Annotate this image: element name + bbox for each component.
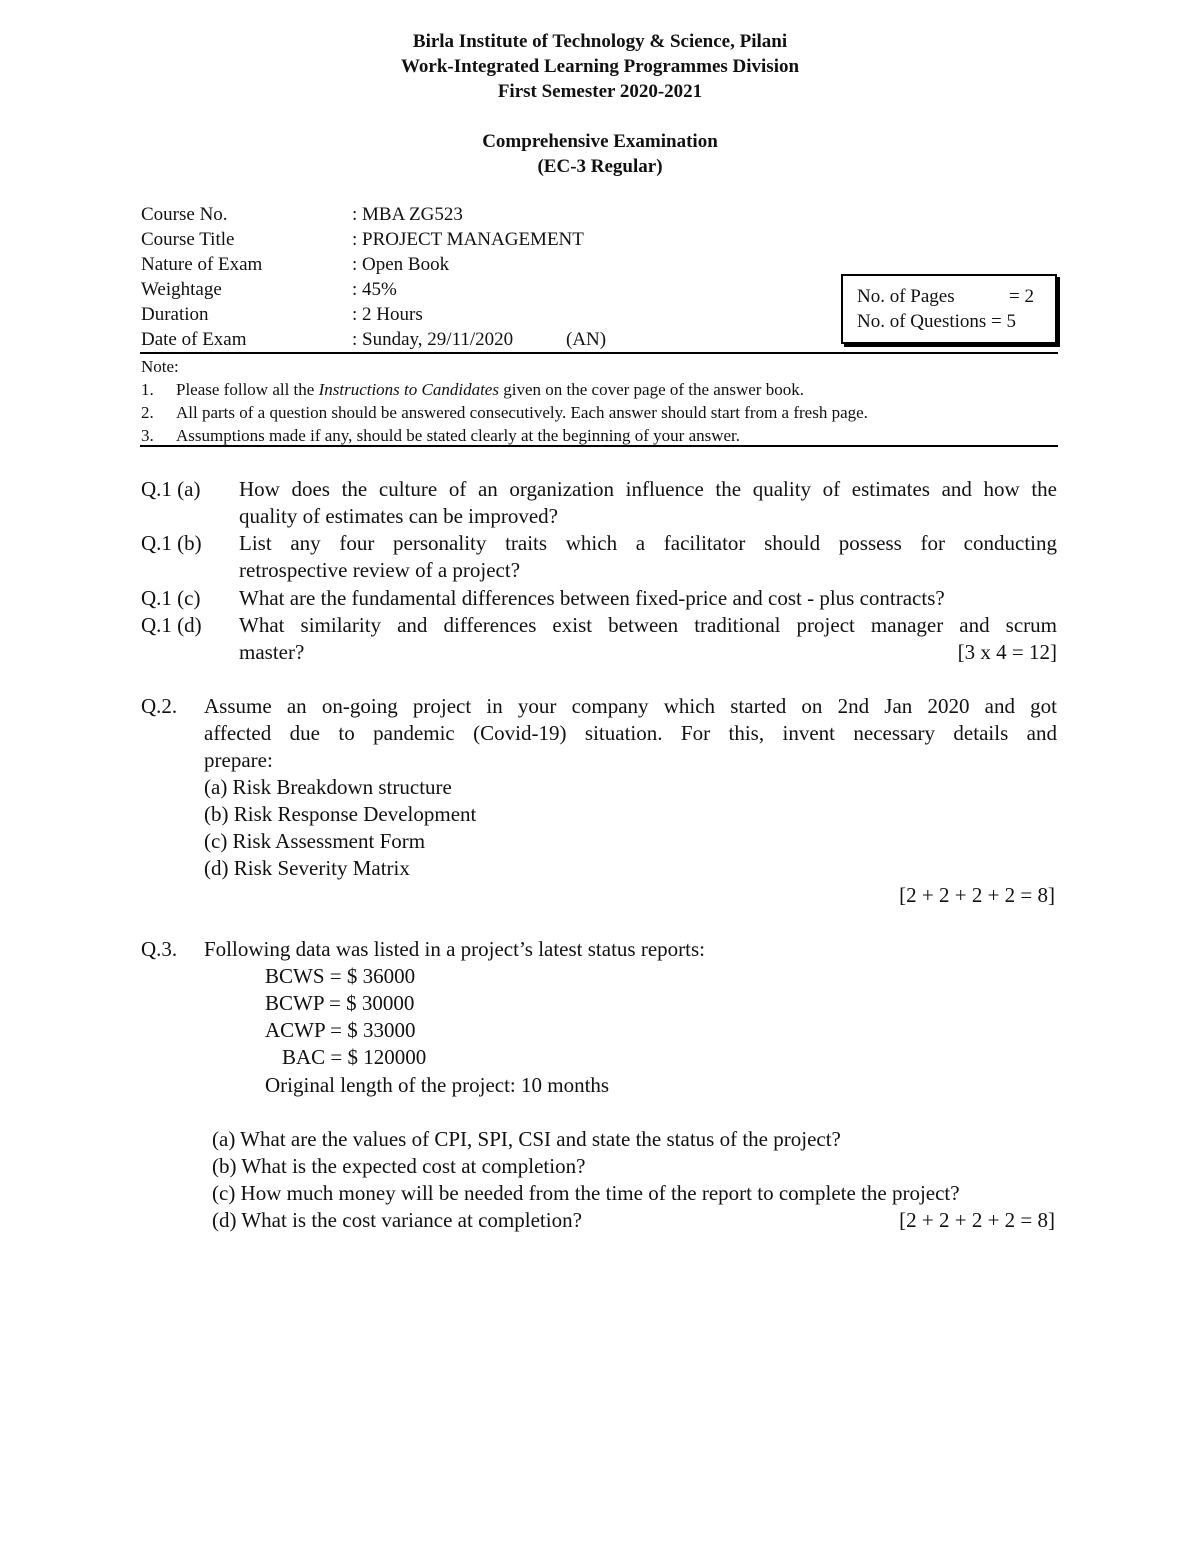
- q1d-text-line1: What similarity and differences exist between traditional project manager and scrum: [239, 613, 1057, 637]
- course-title-label: Course Title: [141, 229, 235, 250]
- q2-label: Q.2.: [141, 694, 178, 718]
- institute-name: Birla Institute of Technology & Science, Pilani: [412, 31, 788, 52]
- divider-top: [140, 352, 1058, 354]
- note-title: Note:: [141, 357, 179, 376]
- q3-item-a: (a) What are the values of CPI, SPI, CSI and state the status of the project?: [212, 1127, 841, 1151]
- q1-marks: [3 x 4 = 12]: [957, 640, 1057, 664]
- q1b-label: Q.1 (b): [141, 531, 202, 555]
- course-no-label: Course No.: [141, 204, 228, 225]
- q2-item-d: (d) Risk Severity Matrix: [204, 856, 410, 880]
- q1d-label: Q.1 (d): [141, 613, 202, 637]
- q3-item-c: (c) How much money will be needed from the time of the report to complete the project?: [212, 1181, 960, 1205]
- note-1: Please follow all the Instructions to Candidates given on the cover page of the answer book.: [176, 380, 804, 399]
- exam-title: Comprehensive Examination: [482, 131, 718, 152]
- weightage-label: Weightage: [141, 279, 222, 300]
- q3-data-bac: BAC = $ 120000: [282, 1045, 427, 1069]
- note-1-number: 1.: [141, 380, 154, 399]
- q2-marks: [2 + 2 + 2 + 2 = 8]: [899, 883, 1055, 907]
- q2-item-a: (a) Risk Breakdown structure: [204, 775, 452, 799]
- weightage-value: : 45%: [352, 279, 397, 300]
- questions-count: No. of Questions = 5: [857, 311, 1017, 332]
- q1b-text-line2: retrospective review of a project?: [239, 558, 521, 582]
- date-of-exam-value: : Sunday, 29/11/2020: [352, 329, 514, 350]
- q1c-label: Q.1 (c): [141, 586, 201, 610]
- semester: First Semester 2020-2021: [497, 81, 703, 102]
- q2-text-line2: affected due to pandemic (Covid-19) situation. For this, invent necessary details and: [204, 721, 1057, 745]
- duration-label: Duration: [141, 304, 209, 325]
- q1a-label: Q.1 (a): [141, 477, 201, 501]
- nature-of-exam-label: Nature of Exam: [141, 254, 263, 275]
- exam-type: (EC-3 Regular): [537, 156, 663, 177]
- division-name: Work-Integrated Learning Programmes Division: [400, 56, 800, 77]
- q1d-text-line2: master?: [239, 640, 305, 664]
- note-3-number: 3.: [141, 426, 154, 445]
- divider-bottom: [140, 445, 1058, 447]
- duration-value: : 2 Hours: [352, 304, 423, 325]
- q2-text-line1: Assume an on-going project in your company which started on 2nd Jan 2020 and got: [204, 694, 1057, 718]
- q1b-text-line1: List any four personality traits which a facilitator should possess for conducting: [239, 531, 1057, 555]
- q3-item-d: (d) What is the cost variance at completion?: [212, 1208, 582, 1232]
- page-count-box: [841, 274, 1057, 344]
- q3-data-bcws: BCWS = $ 36000: [265, 964, 416, 988]
- pages-label: No. of Pages: [857, 286, 955, 307]
- q3-data-length: Original length of the project: 10 months: [265, 1073, 610, 1097]
- q2-item-c: (c) Risk Assessment Form: [204, 829, 426, 853]
- q1a-text-line1: How does the culture of an organization influence the quality of estimates and how the: [239, 477, 1057, 501]
- q2-item-b: (b) Risk Response Development: [204, 802, 477, 826]
- pages-value: = 2: [1009, 286, 1034, 307]
- q3-marks: [2 + 2 + 2 + 2 = 8]: [899, 1208, 1055, 1232]
- q3-item-b: (b) What is the expected cost at completion?: [212, 1154, 586, 1178]
- q3-data-bcwp: BCWP = $ 30000: [265, 991, 415, 1015]
- q3-data-acwp: ACWP = $ 33000: [265, 1018, 416, 1042]
- course-no-value: : MBA ZG523: [352, 204, 463, 225]
- note-2: All parts of a question should be answered consecutively. Each answer should start from a fresh page.: [176, 403, 868, 422]
- nature-of-exam-value: : Open Book: [352, 254, 450, 275]
- exam-session: (AN): [566, 329, 607, 350]
- q2-text-line3: prepare:: [204, 748, 273, 772]
- note-2-number: 2.: [141, 403, 154, 422]
- q3-label: Q.3.: [141, 937, 178, 961]
- course-title-value: : PROJECT MANAGEMENT: [352, 229, 584, 250]
- q3-intro: Following data was listed in a project’s latest status reports:: [204, 937, 705, 961]
- date-of-exam-label: Date of Exam: [141, 329, 247, 350]
- q1a-text-line2: quality of estimates can be improved?: [239, 504, 558, 528]
- q1c-text: What are the fundamental differences between fixed-price and cost - plus contracts?: [239, 586, 945, 610]
- note-3: Assumptions made if any, should be stated clearly at the beginning of your answer.: [176, 426, 741, 445]
